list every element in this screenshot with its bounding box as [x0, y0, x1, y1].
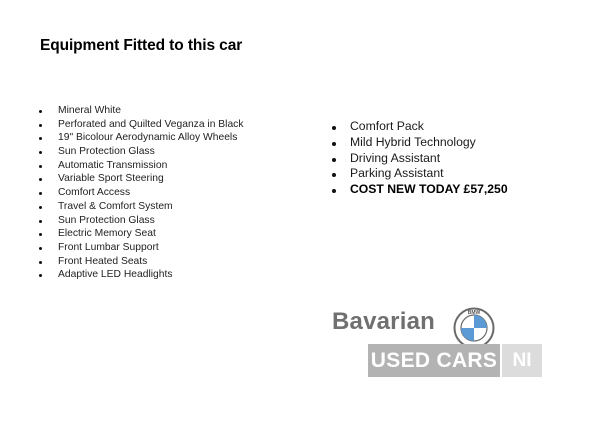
- list-item: 19" Bicolour Aerodynamic Alloy Wheels: [38, 131, 243, 145]
- list-item: Parking Assistant: [332, 166, 508, 182]
- equipment-list-left: [38, 104, 243, 282]
- page-title: Equipment Fitted to this car: [40, 37, 243, 54]
- dealer-logo: [330, 304, 546, 378]
- list-item: Front Heated Seats: [38, 255, 243, 269]
- list-item: Adaptive LED Headlights: [38, 268, 243, 282]
- list-item: Comfort Pack: [332, 119, 508, 135]
- list-item: Variable Sport Steering: [38, 172, 243, 186]
- cost-new-today: COST NEW TODAY £57,250: [332, 182, 508, 198]
- list-item: Mineral White: [38, 104, 243, 118]
- bmw-badge-letters: BMW: [467, 310, 481, 317]
- equipment-list-right: [332, 119, 508, 198]
- region-banner: NI: [502, 344, 542, 377]
- list-item: Sun Protection Glass: [38, 145, 243, 159]
- list-item: Automatic Transmission: [38, 159, 243, 173]
- bmw-roundel-icon: [453, 307, 495, 349]
- list-item: Perforated and Quilted Veganza in Black: [38, 118, 243, 132]
- list-item: Driving Assistant: [332, 151, 508, 167]
- list-item: Sun Protection Glass: [38, 214, 243, 228]
- logo-brand-text: Bavarian: [332, 308, 435, 335]
- list-item: Comfort Access: [38, 186, 243, 200]
- list-item: Front Lumbar Support: [38, 241, 243, 255]
- list-item: Mild Hybrid Technology: [332, 135, 508, 151]
- used-cars-banner: USED CARS: [368, 344, 500, 377]
- list-item: Electric Memory Seat: [38, 227, 243, 241]
- list-item: Travel & Comfort System: [38, 200, 243, 214]
